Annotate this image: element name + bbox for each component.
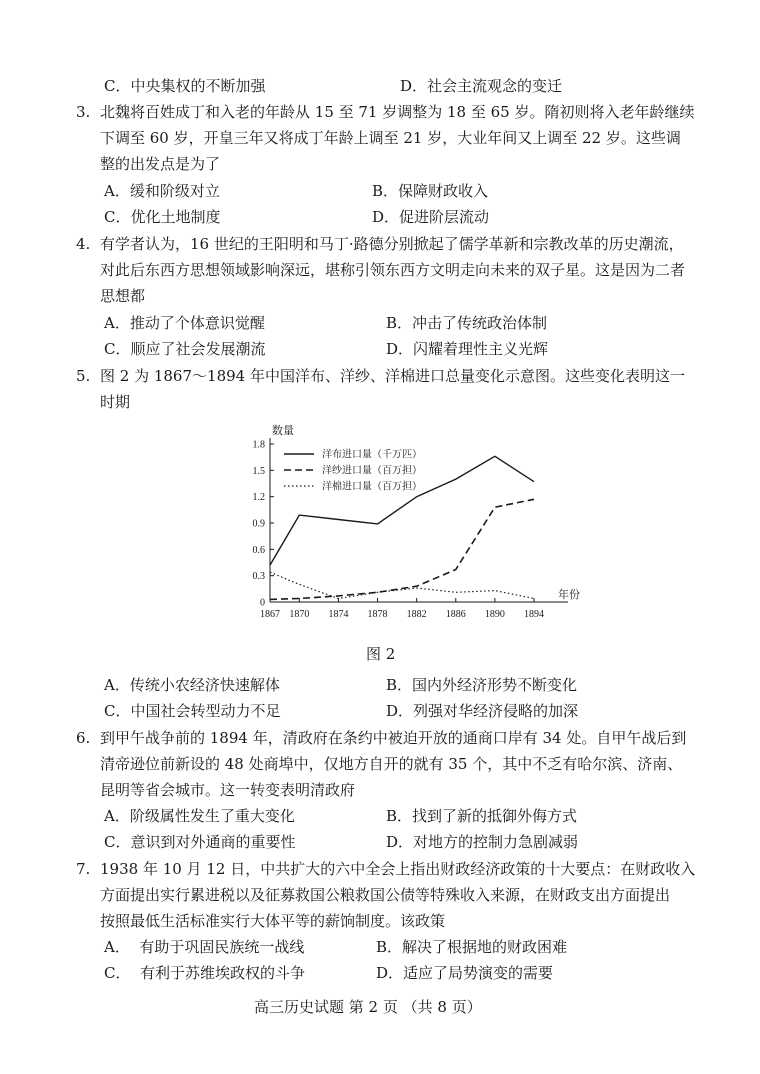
q6-stem-line-2: 清帝逊位前新设的 48 处商埠中，仅地方自开的就有 35 个，其中不乏有哈尔滨、济南、 bbox=[100, 755, 683, 773]
q6-stem-line-3: 昆明等省会城市。这一转变表明清政府 bbox=[100, 781, 356, 799]
q4-stem-line-3: 思想都 bbox=[100, 287, 146, 305]
q3-option-a: A．缓和阶级对立 bbox=[104, 182, 220, 200]
y-tick-label: 1.5 bbox=[252, 465, 265, 477]
q7-option-c: C． 有利于苏维埃政权的斗争 bbox=[104, 964, 306, 982]
figure-caption: 图 2 bbox=[366, 645, 396, 663]
series-line-dotted bbox=[270, 572, 534, 598]
q5-option-a: A．传统小农经济快速解体 bbox=[104, 676, 280, 694]
x-tick-label: 1886 bbox=[445, 609, 466, 620]
q5-option-c: C．中国社会转型动力不足 bbox=[104, 702, 281, 720]
x-tick-label: 1878 bbox=[367, 609, 388, 620]
q3-stem-line-2: 下调至 60 岁，开皇三年又将成丁年龄上调至 21 岁，大业年间又上调至 22 岁。这些调 bbox=[100, 129, 681, 147]
q5-number: 5. bbox=[76, 367, 91, 385]
legend-label: 洋棉进口量（百万担） bbox=[322, 481, 422, 493]
q5-option-d: D．列强对华经济侵略的加深 bbox=[386, 702, 579, 720]
q7-option-a: A． 有助于巩固民族统一战线 bbox=[104, 938, 305, 956]
import-volume-chart bbox=[246, 425, 586, 632]
q7-stem-line-3: 按照最低生活标准实行大体平等的薪饷制度。该政策 bbox=[100, 912, 446, 930]
q3-number: 3. bbox=[76, 103, 91, 121]
q4-option-a: A．推动了个体意识觉醒 bbox=[104, 314, 265, 332]
q6-number: 6. bbox=[76, 729, 91, 747]
x-tick-label: 1874 bbox=[328, 609, 349, 620]
q5-option-b: B．国内外经济形势不断变化 bbox=[386, 676, 578, 694]
legend-label: 洋布进口量（千万匹） bbox=[322, 449, 422, 461]
x-tick-label: 1882 bbox=[406, 609, 427, 620]
q7-stem-line-2: 方面提出实行累进税以及征募救国公粮救国公债等特殊收入来源，在财政支出方面提出 bbox=[100, 886, 671, 904]
line-chart bbox=[246, 425, 586, 632]
y-axis-label: 数量 bbox=[272, 425, 294, 437]
q6-option-a: A．阶级属性发生了重大变化 bbox=[104, 807, 295, 825]
q6-option-d: D．对地方的控制力急剧减弱 bbox=[386, 833, 579, 851]
x-axis-label: 年份 bbox=[558, 589, 580, 601]
q4-option-d: D．闪耀着理性主义光辉 bbox=[386, 340, 549, 358]
q7-option-b: B．解决了根据地的财政困难 bbox=[376, 938, 568, 956]
q3-option-c: C．优化土地制度 bbox=[104, 208, 221, 226]
q6-stem-line-1: 到甲午战争前的 1894 年，清政府在条约中被迫开放的通商口岸有 34 处。自甲午战后到 bbox=[100, 729, 687, 747]
q5-stem-line-2: 时期 bbox=[100, 393, 131, 411]
q6-option-c: C．意识到对外通商的重要性 bbox=[104, 833, 296, 851]
q4-option-b: B．冲击了传统政治体制 bbox=[386, 314, 548, 332]
x-tick-label: 1870 bbox=[289, 609, 310, 620]
y-tick-label: 0.3 bbox=[252, 571, 265, 583]
q7-option-d: D．适应了局势演变的需要 bbox=[376, 964, 554, 982]
x-tick-label: 1867 bbox=[260, 609, 280, 620]
q3-option-b: B．保障财政收入 bbox=[372, 182, 489, 200]
q4-option-c: C．顺应了社会发展潮流 bbox=[104, 340, 266, 358]
q6-option-b: B．找到了新的抵御外侮方式 bbox=[386, 807, 578, 825]
q3-option-d: D．促进阶层流动 bbox=[372, 208, 490, 226]
page-footer: 高三历史试题 第 2 页 （共 8 页） bbox=[254, 998, 482, 1016]
q4-number: 4. bbox=[76, 235, 91, 253]
y-tick-label: 1.8 bbox=[252, 439, 265, 451]
q2-option-d: D．社会主流观念的变迁 bbox=[400, 77, 563, 95]
q5-stem-line-1: 图 2 为 1867～1894 年中国洋布、洋纱、洋棉进口总量变化示意图。这些变化表明这一 bbox=[100, 367, 685, 385]
q3-stem-line-1: 北魏将百姓成丁和入老的年龄从 15 至 71 岁调整为 18 至 65 岁。隋初则将入老年龄继续 bbox=[100, 103, 695, 121]
q3-stem-line-3: 整的出发点是为了 bbox=[100, 155, 221, 173]
q2-option-c: C．中央集权的不断加强 bbox=[104, 77, 266, 95]
legend-label: 洋纱进口量（百万担） bbox=[322, 465, 422, 477]
y-tick-label: 1.2 bbox=[252, 492, 265, 504]
q7-number: 7. bbox=[76, 860, 91, 878]
x-tick-label: 1894 bbox=[524, 609, 544, 620]
y-tick-label: 0.6 bbox=[252, 544, 265, 556]
q7-stem-line-1: 1938 年 10 月 12 日，中共扩大的六中全会上指出财政经济政策的十大要点：在财政收入 bbox=[100, 860, 696, 878]
y-tick-label: 0 bbox=[260, 597, 265, 609]
series-line-dashed bbox=[270, 499, 534, 599]
q4-stem-line-2: 对此后东西方思想领域影响深远，堪称引领东西方文明走向未来的双子星。这是因为二者 bbox=[100, 261, 686, 279]
x-tick-label: 1890 bbox=[484, 609, 505, 620]
q4-stem-line-1: 有学者认为，16 世纪的王阳明和马丁·路德分别掀起了儒学革新和宗教改革的历史潮流， bbox=[100, 235, 684, 253]
y-tick-label: 0.9 bbox=[252, 518, 265, 530]
